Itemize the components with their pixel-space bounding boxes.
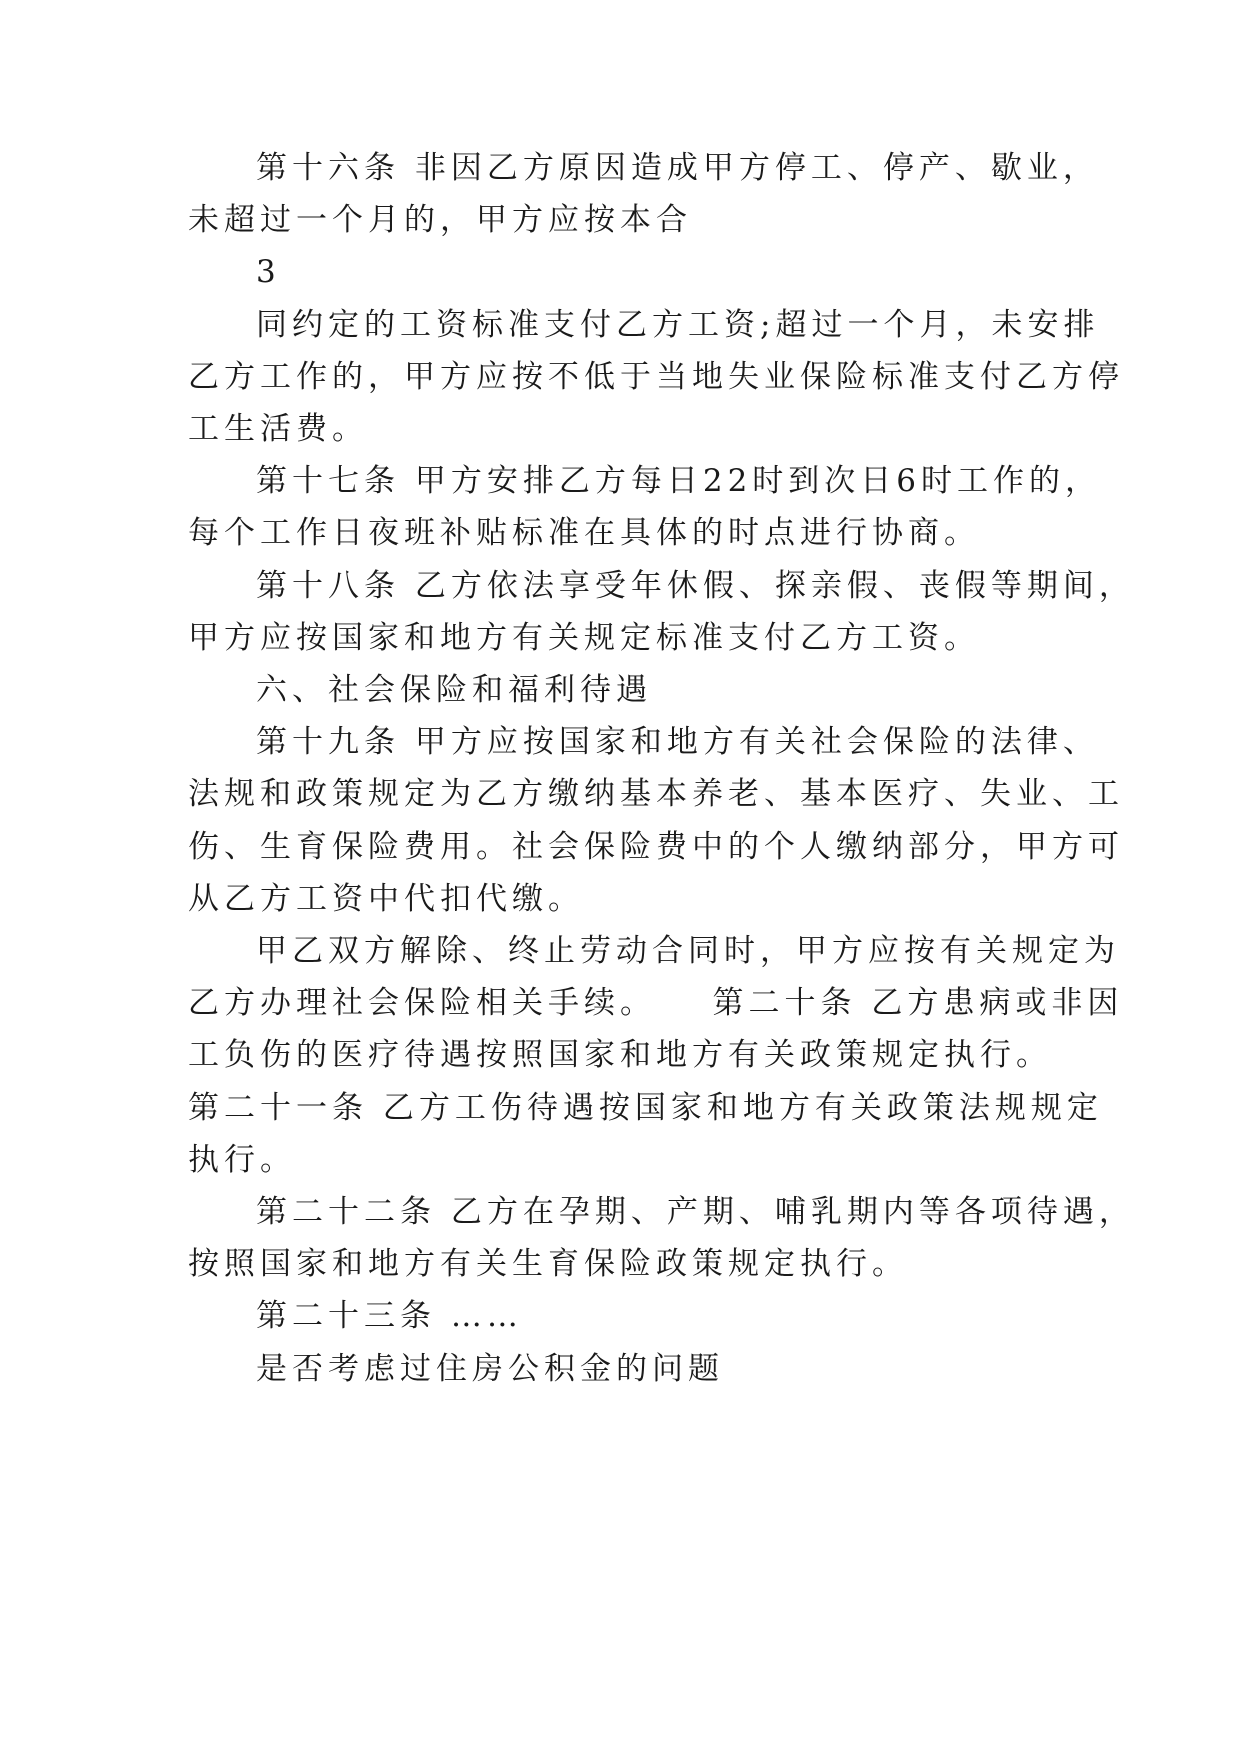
section-heading: 六、社会保险和福利待遇 xyxy=(256,672,652,708)
text-line: 工生活费。 xyxy=(188,411,368,447)
text-line: 是否考虑过住房公积金的问题 xyxy=(256,1351,724,1387)
text-line: 第二十三条 …… xyxy=(256,1298,523,1334)
text-line: 未超过一个月的，甲方应按本合 xyxy=(188,202,692,238)
text-line: 第十七条 甲方安排乙方每日22时到次日6时工作的， xyxy=(256,463,1102,499)
text-line: 乙方办理社会保险相关手续。 第二十条 乙方患病或非因 xyxy=(188,985,1124,1021)
text-line: 从乙方工资中代扣代缴。 xyxy=(188,881,584,917)
text-line: 第二十二条 乙方在孕期、产期、哺乳期内等各项待遇， xyxy=(256,1194,1135,1230)
text-line: 执行。 xyxy=(188,1142,296,1178)
text-line: 按照国家和地方有关生育保险政策规定执行。 xyxy=(188,1246,908,1282)
text-line: 第十八条 乙方依法享受年休假、探亲假、丧假等期间， xyxy=(256,568,1135,604)
text-line: 甲方应按国家和地方有关规定标准支付乙方工资。 xyxy=(188,620,980,656)
text-line: 工负伤的医疗待遇按照国家和地方有关政策规定执行。 xyxy=(188,1037,1052,1073)
text-line: 甲乙双方解除、终止劳动合同时，甲方应按有关规定为 xyxy=(256,933,1120,969)
text-line: 第十九条 甲方应按国家和地方有关社会保险的法律、 xyxy=(256,724,1099,760)
text-line: 同约定的工资标准支付乙方工资;超过一个月，未安排 xyxy=(256,307,1100,343)
text-line: 第十六条 非因乙方原因造成甲方停工、停产、歇业， xyxy=(256,150,1099,186)
text-line: 乙方工作的，甲方应按不低于当地失业保险标准支付乙方停 xyxy=(188,359,1124,395)
text-line: 第二十一条 乙方工伤待遇按国家和地方有关政策法规规定 xyxy=(188,1090,1103,1126)
page-number: 3 xyxy=(256,254,276,290)
text-line: 每个工作日夜班补贴标准在具体的时点进行协商。 xyxy=(188,515,980,551)
text-line: 法规和政策规定为乙方缴纳基本养老、基本医疗、失业、工 xyxy=(188,776,1124,812)
text-line: 伤、生育保险费用。社会保险费中的个人缴纳部分，甲方可 xyxy=(188,829,1124,865)
